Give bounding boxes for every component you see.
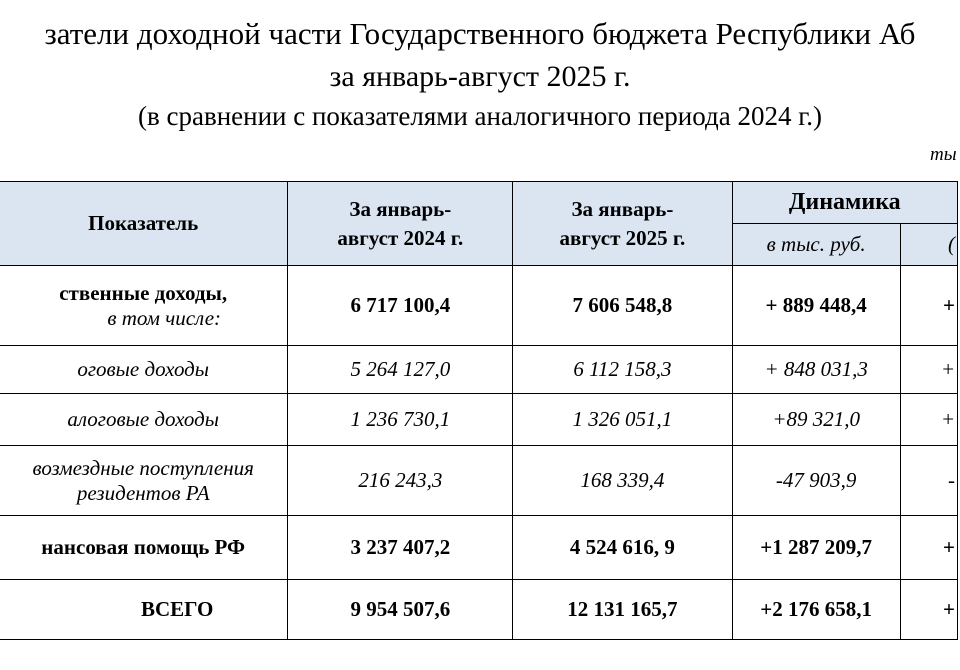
cell-2024: 1 236 730,1 xyxy=(288,394,513,446)
cell-2025: 7 606 548,8 xyxy=(513,266,732,346)
report-subtitle: (в сравнении с показателями аналогичного периода 2024 г.) xyxy=(138,101,822,131)
row-label: ВСЕГО xyxy=(0,580,288,640)
unit-note: ты xyxy=(930,144,957,165)
report-title-line1: затели доходной части Государственного бюджета Республики Аб xyxy=(44,16,916,51)
cell-delta: +89 321,0 xyxy=(732,394,900,446)
row-label: возмездные поступления резидентов РА xyxy=(0,446,288,516)
cell-pct: + xyxy=(900,394,957,446)
cell-2025: 6 112 158,3 xyxy=(513,346,732,394)
cell-delta: -47 903,9 xyxy=(732,446,900,516)
row-label: ственные доходы, в том числе: xyxy=(0,266,288,346)
row-label: алоговые доходы xyxy=(0,394,288,446)
header-dynamics: Динамика xyxy=(732,182,957,224)
table-row xyxy=(0,346,958,394)
table-row xyxy=(0,516,958,580)
table-row-total xyxy=(0,580,958,640)
cell-2024: 5 264 127,0 xyxy=(288,346,513,394)
cell-pct: - xyxy=(900,446,957,516)
cell-delta: + 889 448,4 xyxy=(732,266,900,346)
cell-2025: 1 326 051,1 xyxy=(513,394,732,446)
cell-2025: 12 131 165,7 xyxy=(513,580,732,640)
cell-delta: +2 176 658,1 xyxy=(732,580,900,640)
budget-table xyxy=(0,181,958,640)
cell-2024: 6 717 100,4 xyxy=(288,266,513,346)
cell-delta: + 848 031,3 xyxy=(732,346,900,394)
header-period-2024: За январь-август 2024 г. xyxy=(288,182,513,266)
table-header-row xyxy=(0,182,958,224)
cell-2024: 9 954 507,6 xyxy=(288,580,513,640)
row-label: нансовая помощь РФ xyxy=(0,516,288,580)
table-row xyxy=(0,394,958,446)
cell-2025: 4 524 616, 9 xyxy=(513,516,732,580)
header-indicator: Показатель xyxy=(0,182,288,266)
cell-pct: + xyxy=(900,516,957,580)
cell-2025: 168 339,4 xyxy=(513,446,732,516)
table-row xyxy=(0,266,958,346)
cell-pct: + xyxy=(900,266,957,346)
report-title-line2: за январь-август 2025 г. xyxy=(329,60,631,93)
table-row xyxy=(0,446,958,516)
header-dynamics-abs: в тыс. руб. xyxy=(732,224,900,266)
cell-pct: + xyxy=(900,580,957,640)
cell-pct: + xyxy=(900,346,957,394)
cell-2024: 3 237 407,2 xyxy=(288,516,513,580)
header-dynamics-pct: ( xyxy=(900,224,957,266)
cell-delta: +1 287 209,7 xyxy=(732,516,900,580)
header-period-2025: За январь-август 2025 г. xyxy=(513,182,732,266)
row-label: оговые доходы xyxy=(0,346,288,394)
cell-2024: 216 243,3 xyxy=(288,446,513,516)
